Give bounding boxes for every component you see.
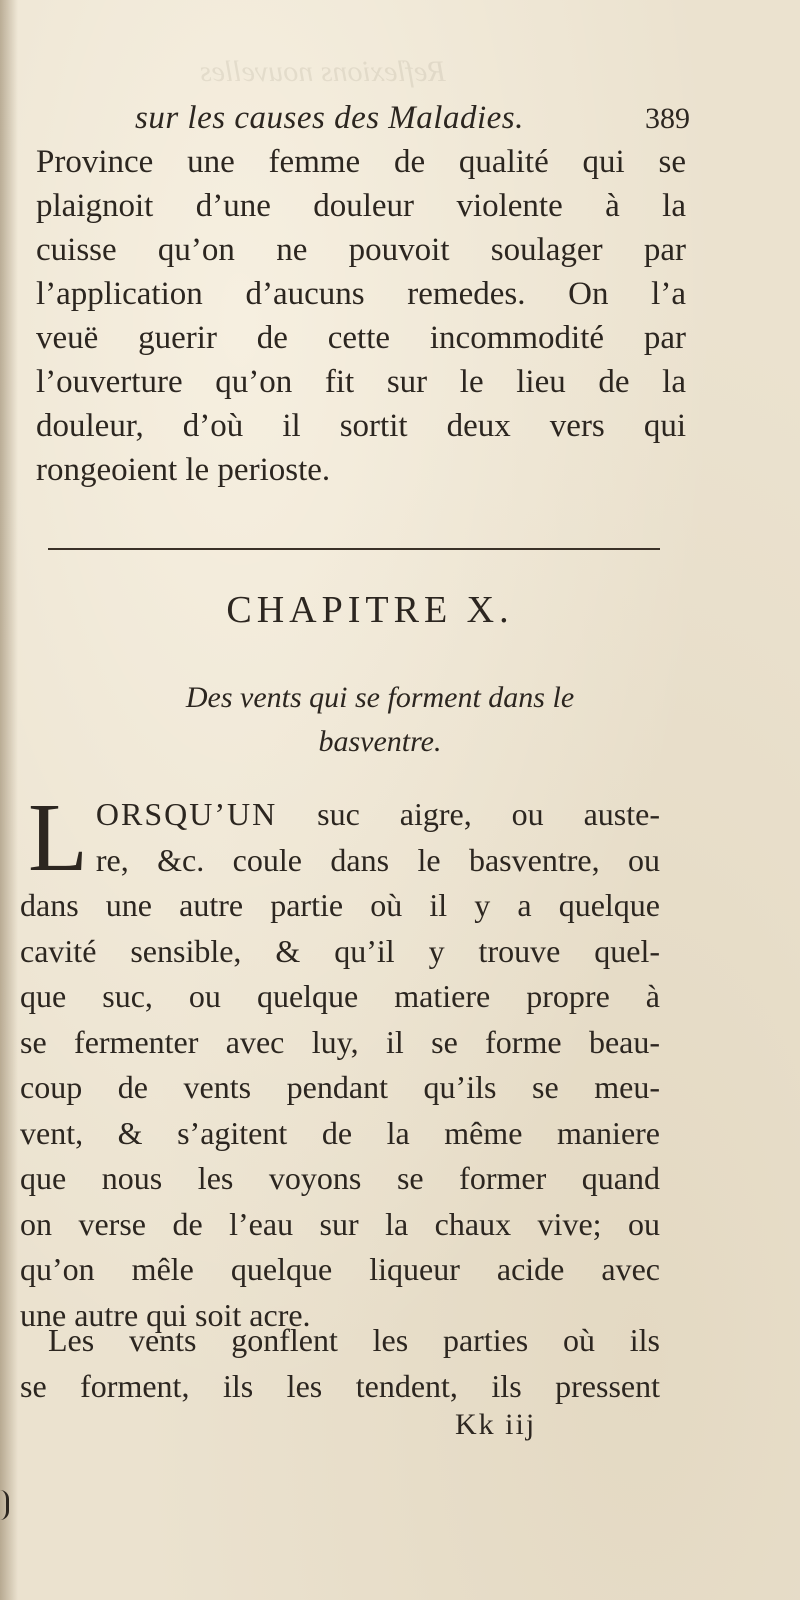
paragraph-continued [36, 140, 686, 492]
text-line: l’application d’aucuns remedes. On l’a [36, 276, 686, 312]
text-line: que suc, ou quelque matiere propre à [20, 978, 660, 1014]
page-number: 389 [645, 102, 690, 135]
text-line: que nous les voyons se former quand [20, 1160, 660, 1196]
text-fragment: suc aigre, ou auste- [317, 796, 661, 832]
text-line: se forment, ils les tendent, ils pressent [20, 1367, 660, 1404]
text-line: se fermenter avec luy, il se forme beau- [20, 1023, 660, 1060]
chapter-subtitle [60, 676, 700, 764]
text-line: cavité sensible, & qu’il y trouve quel- [20, 932, 660, 969]
text-line: une autre qui soit acre. [20, 1296, 311, 1333]
text-line: qu’on mêle quelque liqueur acide avec [20, 1251, 660, 1287]
text-line: douleur, d’où il sortit deux vers qui [36, 408, 686, 444]
text-line: plaignoit d’une douleur violente à la [36, 188, 686, 224]
subtitle-line: Des vents qui se forment dans le [185, 681, 575, 714]
text-line: cuisse qu’on ne pouvoit soulager par [36, 232, 686, 268]
page-edge-mark [0, 1490, 9, 1520]
text-line: re, &c. coule dans le basventre, ou [95, 841, 660, 878]
section-rule [48, 548, 660, 550]
text-line: l’ouverture qu’on fit sur le lieu de la [36, 364, 686, 400]
text-line: Les vents gonflent les parties où ils [48, 1322, 660, 1358]
chapter-heading: CHAPITRE X. [226, 589, 514, 631]
running-title: sur les causes des Maladies. [135, 100, 524, 136]
opening-smallcaps: ORSQU’UN [95, 796, 278, 832]
text-line: rongeoient le perioste. [36, 452, 331, 488]
gutter-shadow [0, 0, 18, 1600]
signature-mark: Kk iij [455, 1408, 537, 1441]
text-line: dans une autre partie où il y a quelque [20, 887, 660, 923]
paragraph-next [20, 1318, 660, 1409]
text-line: Province une femme de qualité qui se [36, 144, 686, 180]
subtitle-line: basventre. [318, 725, 442, 758]
drop-cap: L [28, 784, 88, 892]
text-line: vent, & s’agitent de la même maniere [20, 1114, 660, 1151]
text-line: on verse de l’eau sur la chaux vive; ou [20, 1205, 660, 1242]
chapter-paragraph [20, 784, 661, 1338]
text-line: coup de vents pendant qu’ils se meu- [20, 1069, 660, 1105]
text-line [20, 792, 660, 838]
running-head [130, 100, 690, 140]
text-line: veuë guerir de cette incommodité par [36, 320, 686, 356]
bleed-through-header: Reflexions nouvelles [200, 55, 446, 88]
